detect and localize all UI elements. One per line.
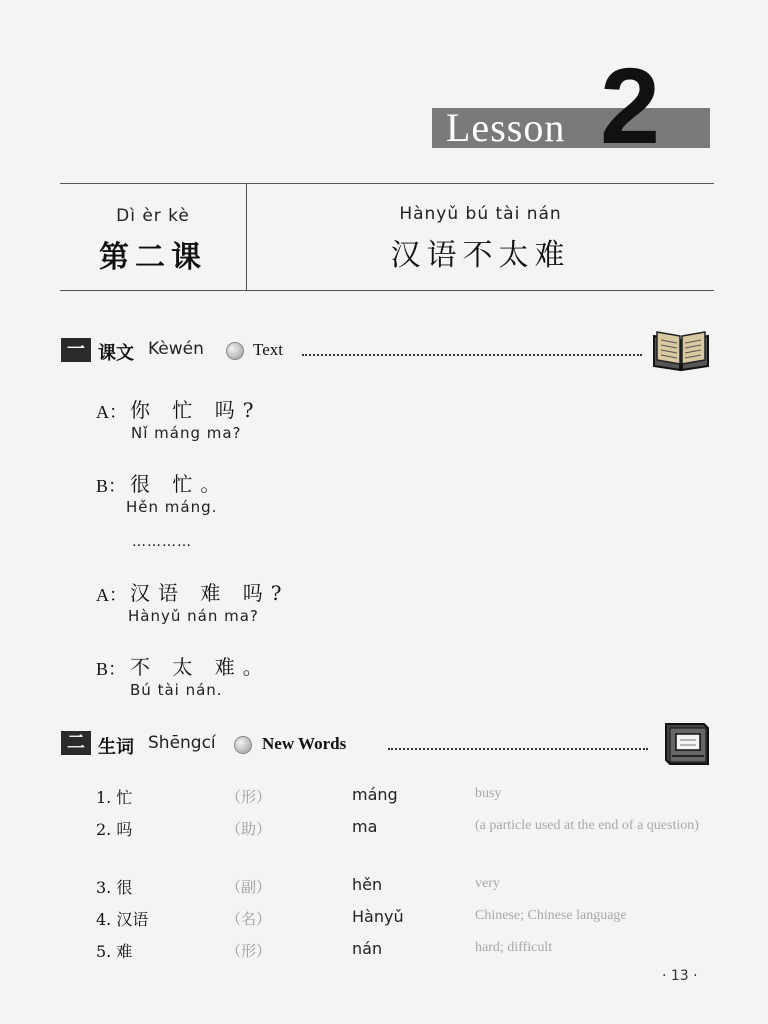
dialogue-line-cn: 不 太 难。 [130,655,271,679]
word-number-hanzi: 3. 很 [96,878,133,897]
lesson-number: 2 [600,45,661,166]
word-part-of-speech: （助） [226,820,272,838]
dialogue-ellipsis: ………… [132,534,192,550]
dotted-leader [302,354,642,356]
bullet-dot-icon [226,342,244,360]
section-title-pinyin: Shēngcí [148,733,216,753]
word-pinyin: nán [352,939,383,958]
title-table-bottom-rule [60,290,714,291]
dotted-leader [388,748,648,750]
section-title-en: New Words [262,734,347,753]
bullet-dot-icon [234,736,252,754]
section-title-cn: 课文 [98,343,134,364]
dialogue-speaker: B： [96,476,127,496]
word-number-hanzi: 1. 忙 [96,788,133,807]
lesson-title: 汉语不太难 [390,238,571,273]
dialogue-line-pinyin: Hànyǔ nán ma? [128,607,259,625]
word-pinyin: hěn [352,875,383,894]
word-part-of-speech: （副） [226,878,272,896]
word-pinyin: ma [352,817,378,836]
word-number-hanzi: 5. 难 [96,942,133,961]
dialogue-speaker: B： [96,659,127,679]
dialogue-line-cn: 很 忙。 [130,472,229,496]
page-number: · 13 · [662,968,698,984]
word-meaning: Chinese; Chinese language [475,908,627,923]
word-number-hanzi: 4. 汉语 [96,910,149,929]
lesson-title-pinyin: Hànyǔ bú tài nán [399,204,562,224]
dialogue-speaker: A： [96,585,127,605]
word-meaning: hard; difficult [475,940,553,955]
word-meaning: busy [475,786,502,801]
section-number: 一 [61,338,91,362]
closed-book-icon [660,720,714,768]
word-pinyin: máng [352,785,398,804]
section-title-pinyin: Kèwén [148,339,204,359]
word-number-hanzi: 2. 吗 [96,820,133,839]
dialogue-line-cn: 你 忙 吗? [130,398,262,422]
word-part-of-speech: （名） [226,910,272,928]
section-title-en: Text [253,340,283,359]
word-meaning: (a particle used at the end of a question) [475,818,699,833]
dialogue-line-pinyin: Nǐ máng ma? [131,424,242,442]
dialogue-line-pinyin: Bú tài nán. [130,681,223,699]
lesson-label: Lesson [446,105,566,150]
dialogue-line-cn: 汉语 难 吗? [130,581,290,605]
lesson-number-title: 第二课 [99,240,207,275]
dialogue-line-pinyin: Hěn máng. [126,498,218,516]
lesson-number-pinyin: Dì èr kè [116,206,190,226]
section-number: 二 [61,731,91,755]
open-book-icon [650,326,712,372]
title-table-top-rule [60,183,714,184]
word-part-of-speech: （形） [226,942,272,960]
dialogue-speaker: A： [96,402,127,422]
word-part-of-speech: （形） [226,788,272,806]
section-title-cn: 生词 [98,737,134,758]
word-pinyin: Hànyǔ [352,907,404,926]
word-meaning: very [475,876,500,891]
